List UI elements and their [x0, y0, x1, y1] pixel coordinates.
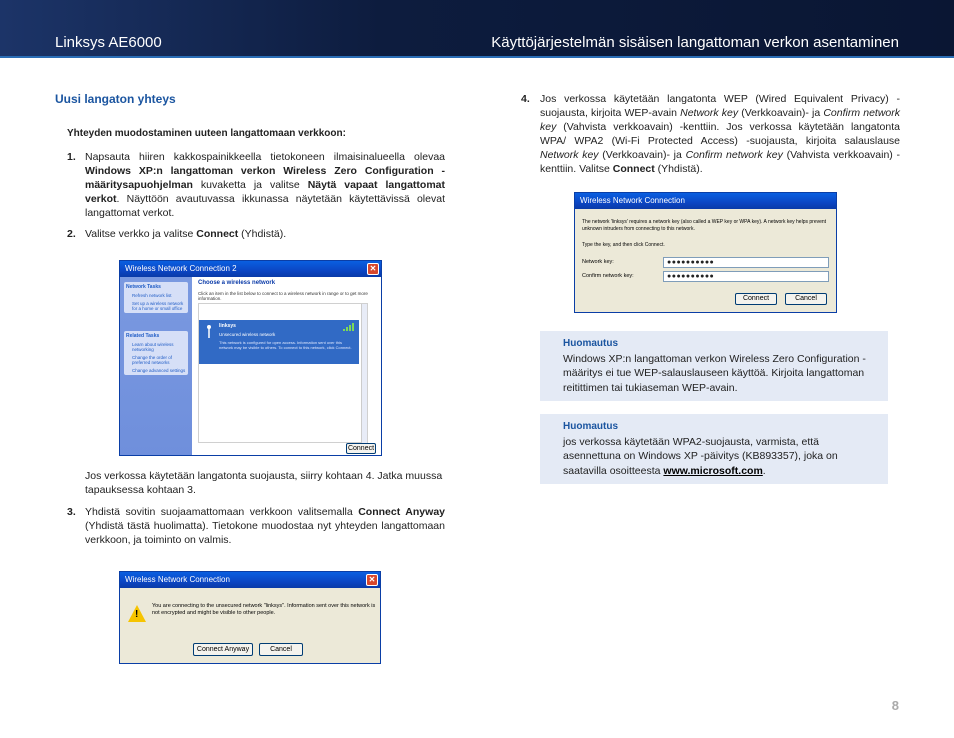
step-3	[55, 505, 445, 547]
cancel-button[interactable]: Cancel	[785, 293, 827, 305]
product-name: Linksys AE6000	[55, 34, 162, 51]
note-text	[563, 435, 878, 479]
window-title: Wireless Network Connection	[580, 196, 685, 205]
network-list-area	[192, 277, 381, 455]
network-tasks-panel	[124, 282, 188, 313]
step-italic: Confirm network key	[685, 149, 783, 161]
connect-button[interactable]: Connect	[735, 293, 777, 305]
network-key-label: Network key:	[582, 259, 614, 265]
network-name: linksys	[219, 323, 236, 329]
screenshot-network-key	[574, 192, 837, 313]
step-number: 3.	[67, 506, 76, 518]
step-text: . Näyttöön avautuvassa ikkunassa näytetään käytettävissä olevat langattomat verkot.	[85, 193, 445, 219]
step-number: 2.	[67, 228, 76, 240]
main-heading: Choose a wireless network	[198, 280, 276, 286]
step-text: (Yhdistä tästä huolimatta). Tietokone muodostaa nyt yhteyden langattomaan verkkoon, ja toiminto on valmis.	[85, 520, 445, 546]
step-italic: Network key	[540, 149, 599, 161]
step-text: (Vahvista verkkoavain) -kenttiin. Valitse	[540, 149, 901, 175]
confirm-key-label: Confirm network key:	[582, 273, 634, 279]
screenshot-choose-network	[119, 260, 382, 456]
connect-anyway-button[interactable]: Connect Anyway	[193, 643, 253, 656]
step-2	[55, 227, 445, 241]
step-text: (Yhdistä).	[654, 163, 703, 175]
note-text: Windows XP:n langattoman verkon Wireless Zero Configuration -määritys ei tue WEP-salauslauseen käyttöä. Kirjoita langattoman reitittimen tai tukiaseman WEP-avain.	[563, 352, 866, 394]
microsoft-link[interactable]: www.microsoft.com	[663, 464, 763, 477]
step-text: (Vahvista verkkoavain) -kenttiin. Jos verkossa käytetään langatonta WPA/ WPA2 (Wi-Fi Protected Access) -suojausta, kirjoita salauslause	[540, 121, 900, 147]
window-title: Wireless Network Connection	[125, 575, 230, 584]
panel-heading: Network Tasks	[126, 284, 161, 290]
note-wpa2	[540, 414, 888, 484]
warning-icon: !	[128, 605, 146, 622]
step-bold: Näytä vapaat langattomat verkot	[85, 179, 445, 205]
subheading: Yhteyden muodostaminen uuteen langattomaan verkkoon:	[67, 128, 346, 139]
window-titlebar	[120, 572, 380, 588]
section-title: Uusi langaton yhteys	[55, 92, 176, 106]
window-titlebar	[120, 261, 381, 277]
after-screenshot-text: Jos verkossa käytetään langatonta suojausta, siirry kohtaan 4. Jatka muussa tapauksessa kohtaan 3.	[85, 470, 443, 496]
chapter-title: Käyttöjärjestelmän sisäisen langattoman verkon asentaminen	[491, 34, 899, 51]
step-bold: Connect Anyway	[358, 506, 445, 518]
network-description: This network is configured for open access. Information sent over this network may be visible to others. To connect to this network, click Connect.	[219, 340, 352, 350]
step-bold: Connect	[196, 228, 239, 240]
antenna-icon	[203, 324, 215, 338]
step-text: Valitse verkko ja valitse	[85, 228, 197, 240]
note-title: Huomautus	[563, 421, 618, 432]
scrollbar[interactable]	[361, 304, 367, 444]
dialog-body	[120, 588, 381, 664]
task-learn[interactable]: Learn about wireless networking	[132, 342, 174, 352]
close-icon[interactable]: ✕	[367, 263, 379, 275]
note-text-body: jos verkossa käytetään WPA2-suojausta, varmista, että asennettuna on Windows XP -päivitys (KB893357), joka on saatavilla osoitteesta	[563, 435, 838, 477]
panel-heading: Related Tasks	[126, 333, 160, 339]
note-title: Huomautus	[563, 338, 618, 349]
step-text: (Verkkoavain)- ja	[598, 149, 686, 161]
step-text: Jos verkossa käytetään langatonta WEP (Wired Equivalent Privacy) -suojausta, kirjoita WEP-avain	[540, 93, 900, 119]
step-number: 4.	[521, 93, 530, 105]
dialog-instruction: Type the key, and then click Connect.	[582, 242, 665, 248]
task-advanced[interactable]: Change advanced settings	[132, 368, 186, 373]
step-4	[521, 92, 900, 176]
step-bold: Connect	[612, 163, 655, 175]
page-number: 8	[891, 698, 899, 713]
main-instructions: Click an item in the list below to connect to a wireless network in range or to get more information.	[198, 291, 368, 301]
window-titlebar	[575, 193, 836, 209]
network-key-input[interactable]: ●●●●●●●●●●	[663, 257, 829, 268]
page-header	[0, 0, 954, 58]
dialog-message: You are connecting to the unsecured network "linksys". Information sent over this network is not encrypted and might be visible to other people.	[152, 603, 376, 616]
task-change-order[interactable]: Change the order of preferred networks	[132, 355, 173, 365]
related-tasks-panel	[124, 331, 188, 375]
step-bold: Windows XP:n langattoman verkon Wireless Zero Configuration -määritysapuohjelman	[85, 165, 445, 191]
step-text: (Verkkoavain)- ja	[738, 107, 824, 119]
cancel-button[interactable]: Cancel	[259, 643, 303, 656]
note-text-end: .	[762, 464, 766, 477]
confirm-key-input[interactable]: ●●●●●●●●●●	[663, 271, 829, 282]
step-text: Yhdistä sovitin suojaamattomaan verkkoon valitsemalla	[85, 506, 359, 518]
task-setup-network[interactable]: Set up a wireless network for a home or small office	[132, 301, 184, 311]
step-number: 1.	[67, 151, 76, 163]
task-refresh[interactable]: Refresh network list	[132, 293, 172, 298]
network-list	[198, 303, 368, 443]
step-italic: Confirm network key	[540, 107, 900, 133]
close-icon[interactable]: ✕	[366, 574, 378, 586]
network-status: Unsecured wireless network	[219, 332, 276, 337]
note-wep	[540, 331, 888, 401]
dialog-body	[575, 209, 837, 313]
step-text: Napsauta hiiren kakkospainikkeella tietokoneen ilmaisinalueella olevaa	[85, 151, 445, 163]
step-italic: Network key	[680, 107, 739, 119]
signal-strength-icon	[343, 323, 355, 331]
screenshot-connect-anyway	[119, 571, 381, 664]
step-1	[55, 150, 445, 220]
task-sidebar	[120, 277, 192, 455]
window-title: Wireless Network Connection 2	[125, 264, 237, 273]
step-text: kuvaketta ja valitse	[192, 179, 308, 191]
connect-button[interactable]: Connect	[347, 445, 375, 452]
dialog-message: The network 'linksys' requires a network key (also called a WEP key or WPA key). A network key helps prevent unknown intruders from connecting to this network.	[582, 219, 827, 232]
step-text: (Yhdistä).	[238, 228, 287, 240]
network-row[interactable]	[199, 320, 359, 364]
